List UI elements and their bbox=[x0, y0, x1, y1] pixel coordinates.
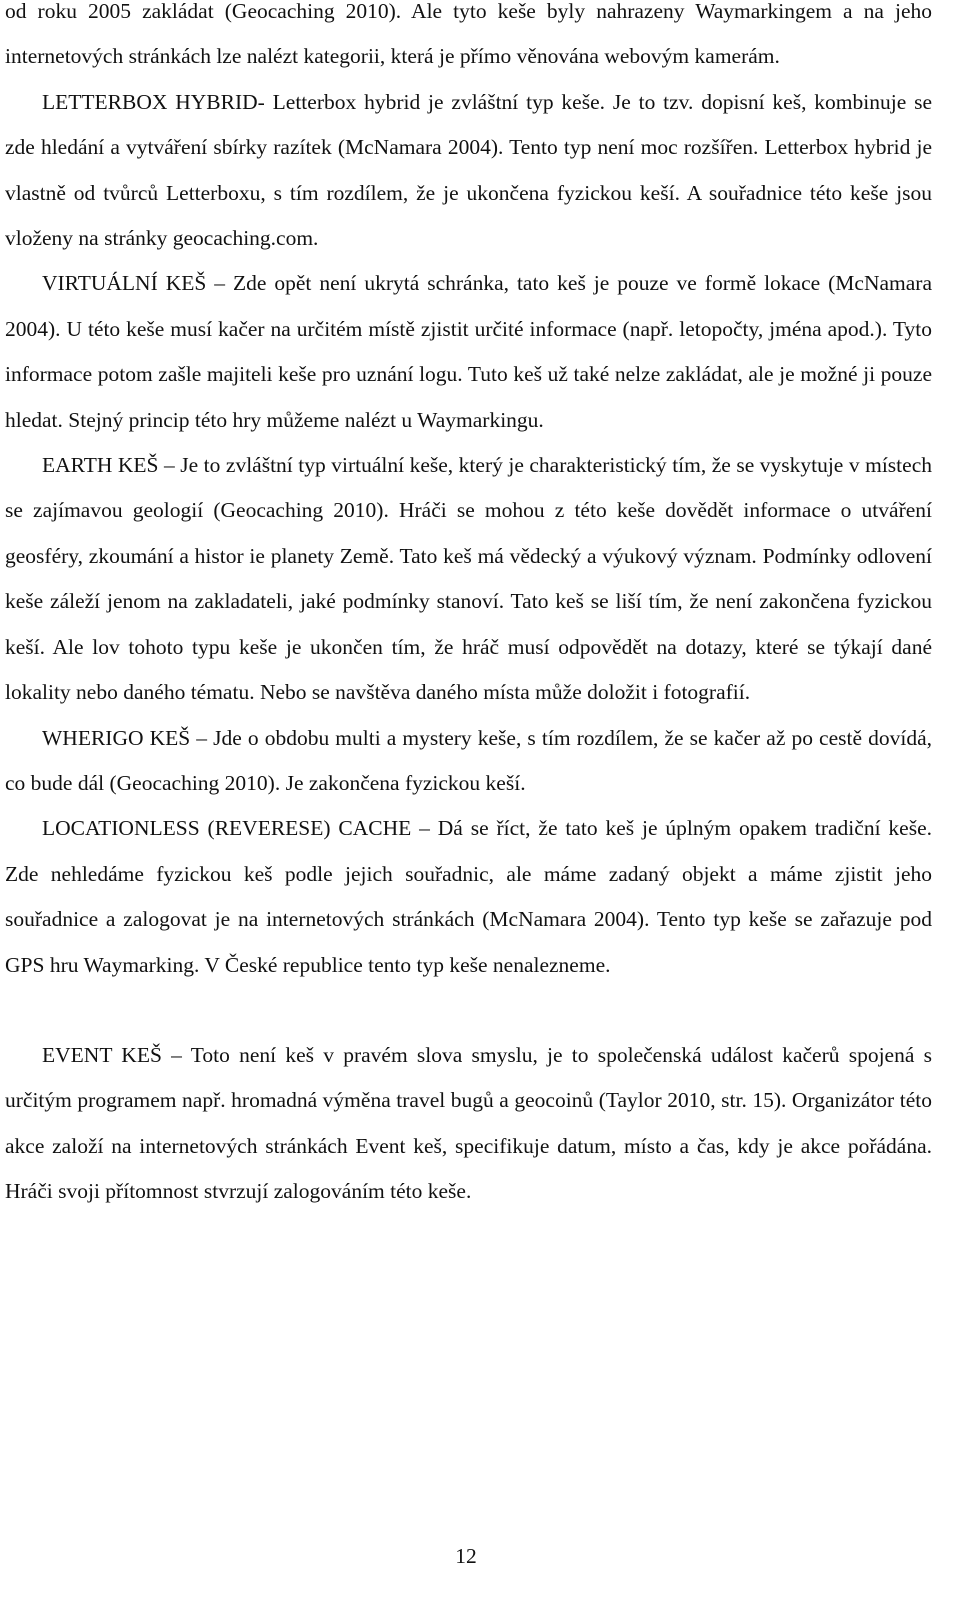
paragraph-spacer bbox=[5, 988, 932, 1033]
paragraph-earth-kes: EARTH KEŠ – Je to zvláštní typ virtuální keše, který je charakteristický tím, že se vyskytuje v místech se zajímavou geologií (Geocaching 2010). Hráči se mohou z této keše dovědět informace o utváření geosféry, zkoumání a histor ie planety Země. Tato keš má vědecký a výukový význam. Podmínky odlovení keše záleží jenom na zakladateli, jaké podmínky stanoví. Tato keš se liší tím, že není zakončena fyzickou keší. Ale lov tohoto typu keše je ukončen tím, že hráč musí odpovědět na dotazy, které se týkají dané lokality nebo daného tématu. Nebo se navštěva daného místa může doložit i fotografií. bbox=[5, 453, 932, 705]
page-number: 12 bbox=[455, 1544, 477, 1568]
paragraph-wherigo-kes: WHERIGO KEŠ – Jde o obdobu multi a mystery keše, s tím rozdílem, že se kačer až po cestě dovídá, co bude dál (Geocaching 2010). Je zakončena fyzickou keší. bbox=[5, 725, 932, 795]
paragraph-webcam-continuation: od roku 2005 zakládat (Geocaching 2010). Ale tyto keše byly nahrazeny Waymarkingem a na jeho internetových stránkách lze nalézt kategorii, která je přímo věnována webovým kamerám. bbox=[5, 0, 932, 69]
paragraph-virtualni-kes: VIRTUÁLNÍ KEŠ – Zde opět není ukrytá schránka, tato keš je pouze ve formě lokace (McNamara 2004). U této keše musí kačer na určitém místě zjistit určité informace (např. letopočty, jména apod.). Tyto informace potom zašle majiteli keše pro uznání logu. Tuto keš už také nelze zakládat, ale je možné ji pouze hledat. Stejný princip této hry můžeme nalézt u Waymarkingu. bbox=[5, 271, 932, 432]
paragraph-locationless-cache: LOCATIONLESS (REVERESE) CACHE – Dá se říct, že tato keš je úplným opakem tradiční keše. Zde nehledáme fyzickou keš podle jejich souřadnic, ale máme zadaný objekt a máme zjistit jeho souřadnice a zalogovat je na internetových stránkách (McNamara 2004). Tento typ keše se zařazuje pod GPS hru Waymarking. V České republice tento typ keše nenalezneme. bbox=[5, 816, 932, 977]
document-page bbox=[5, 0, 932, 1215]
paragraph-letterbox-hybrid: LETTERBOX HYBRID- Letterbox hybrid je zvláštní typ keše. Je to tzv. dopisní keš, kombinuje se zde hledání a vytváření sbírky razítek (McNamara 2004). Tento typ není moc rozšířen. Letterbox hybrid je vlastně od tvůrců Letterboxu, s tím rozdílem, že je ukončena fyzickou keší. A souřadnice této keše jsou vloženy na stránky geocaching.com. bbox=[5, 89, 932, 251]
paragraph-event-kes: EVENT KEŠ – Toto není keš v pravém slova smyslu, je to společenská událost kačerů spojená s určitým programem např. hromadná výměna travel bugů a geocoinů (Taylor 2010, str. 15). Organizátor této akce založí na internetových stránkách Event keš, specifikuje datum, místo a čas, kdy je akce pořádána. Hráči svoji přítomnost stvrzují zalogováním této keše. bbox=[5, 1042, 932, 1204]
